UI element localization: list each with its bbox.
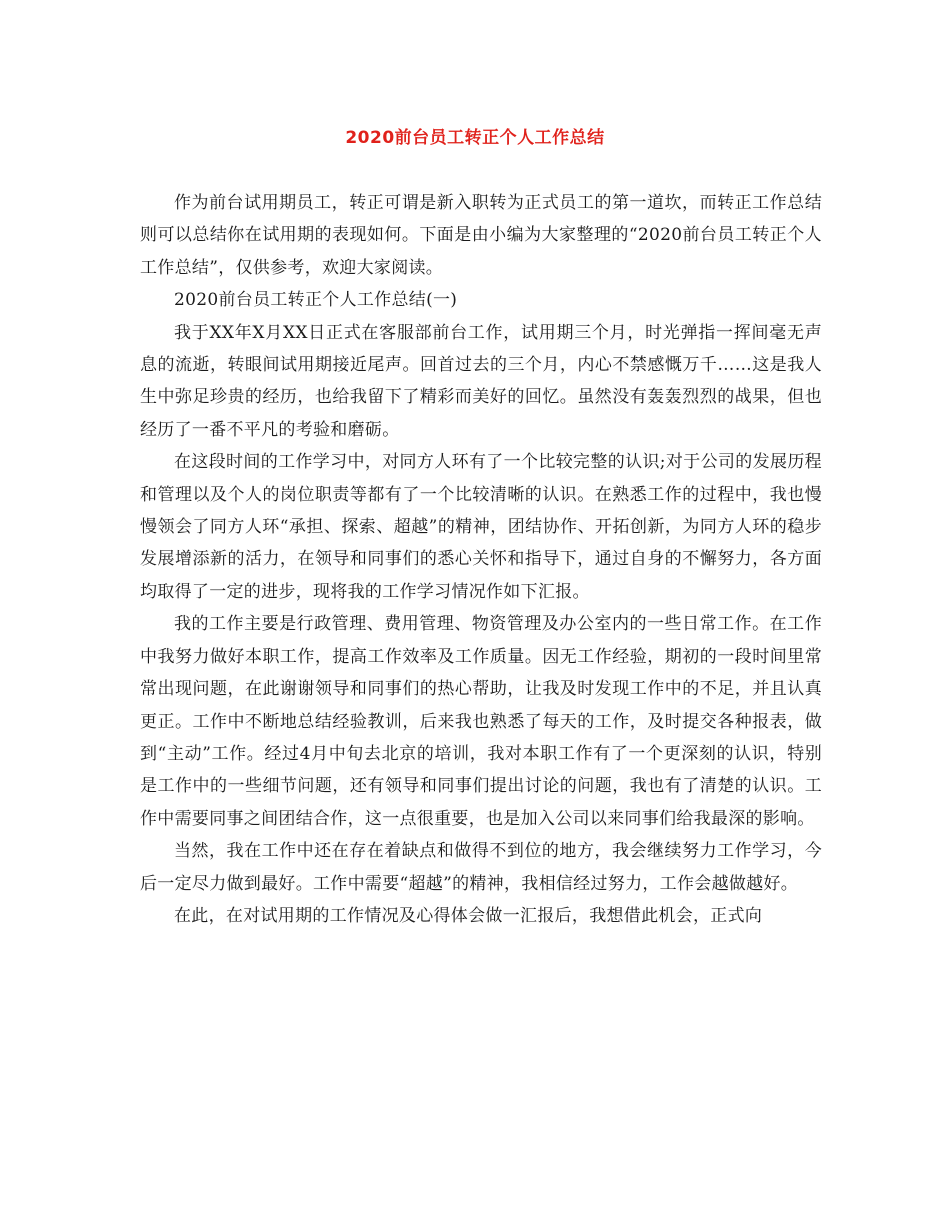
document-body: [140, 187, 822, 932]
section-heading: 2020前台员工转正个人工作总结(一): [174, 290, 458, 311]
paragraph: 我于XX年X月XX日正式在客服部前台工作，试用期三个月，时光弹指一挥间毫无声息的流逝，转眼间试用期接近尾声。回首过去的三个月，内心不禁感慨万千……这是我人生中弥足珍贵的经历，也给我留下了精彩而美好的回忆。虽然没有轰轰烈烈的战果，但也经历了一番不平凡的考验和磨砺。: [140, 322, 822, 440]
paragraph: 我的工作主要是行政管理、费用管理、物资管理及办公室内的一些日常工作。在工作中我努力做好本职工作，提高工作效率及工作质量。因无工作经验，期初的一段时间里常常出现问题，在此谢谢领导和同事们的热心帮助，让我及时发现工作中的不足，并且认真更正。工作中不断地总结经验教训，后来我也熟悉了每天的工作，及时提交各种报表，做到“主动”工作。经过4月中旬去北京的培训，我对本职工作有了一个更深刻的认识，特别是工作中的一些细节问题，还有领导和同事们提出讨论的问题，我也有了清楚的认识。工作中需要同事之间团结合作，这一点很重要，也是加入公司以来同事们给我最深的影响。: [140, 614, 822, 829]
paragraph: 在这段时间的工作学习中，对同方人环有了一个比较完整的认识;对于公司的发展历程和管理以及个人的岗位职责等都有了一个比较清晰的认识。在熟悉工作的过程中，我也慢慢领会了同方人环“承担、探索、超越”的精神，团结协作、开拓创新，为同方人环的稳步发展增添新的活力，在领导和同事们的悉心关怀和指导下，通过自身的不懈努力，各方面均取得了一定的进步，现将我的工作学习情况作如下汇报。: [140, 452, 822, 602]
paragraph-intro: 作为前台试用期员工，转正可谓是新入职转为正式员工的第一道坎，而转正工作总结则可以总结你在试用期的表现如何。下面是由小编为大家整理的“2020前台员工转正个人工作总结”，仅供参考，欢迎大家阅读。: [140, 193, 822, 278]
paragraph: 当然，我在工作中还在存在着缺点和做得不到位的地方，我会继续努力工作学习，今后一定尽力做到最好。工作中需要“超越”的精神，我相信经过努力，工作会越做越好。: [140, 841, 822, 894]
document-title: 2020前台员工转正个人工作总结: [345, 128, 605, 148]
paragraph: 在此，在对试用期的工作情况及心得体会做一汇报后，我想借此机会，正式向: [174, 905, 763, 926]
